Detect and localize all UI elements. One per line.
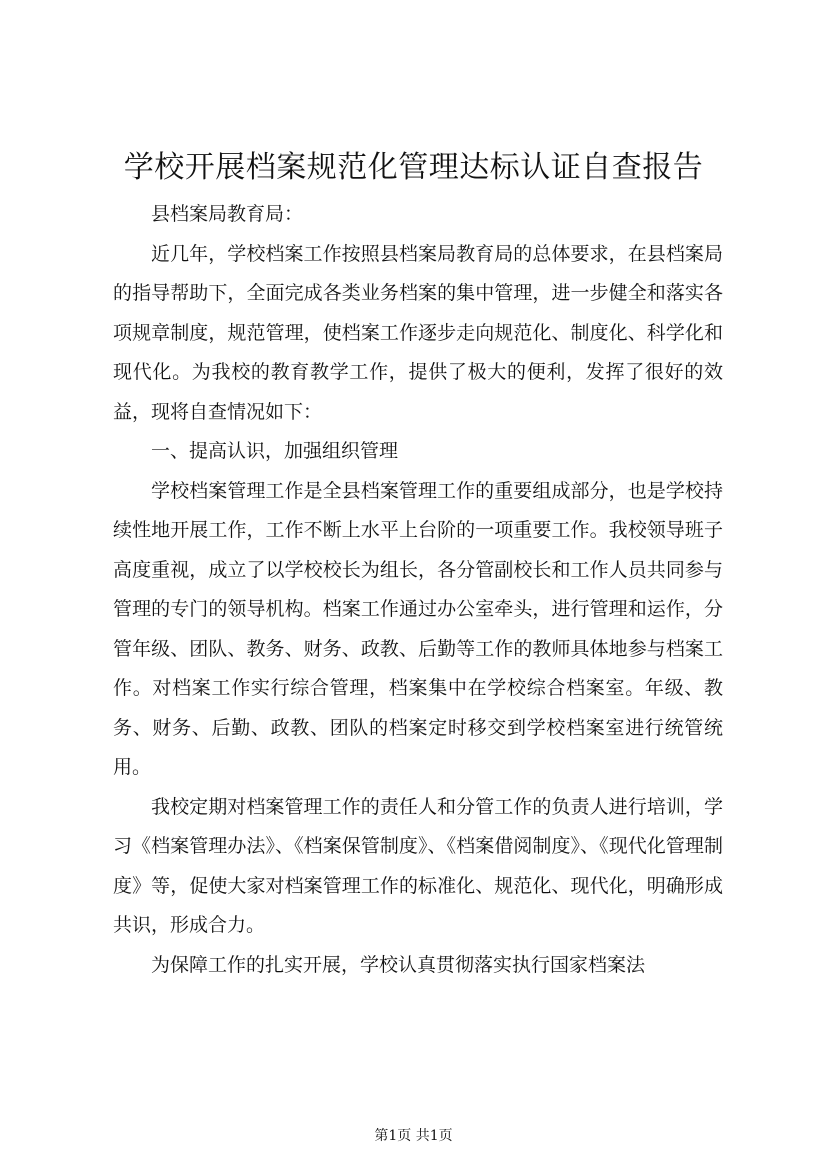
salutation: 县档案局教育局： [151, 203, 304, 225]
paragraph-organization: 学校档案管理工作是全县档案管理工作的重要组成部分，也是学校持续性地开展工作，工作不断上水平上台阶的一项重要工作。我校领导班子高度重视，成立了以学校校长为组长，各分管副校长和工作人员共同参与管理的专门的领导机构。档案工作通过办公室牵头，进行管理和运作，分管年级、团队、教务、财务、政教、后勤等工作的教师具体地参与档案工作。对档案工作实行综合管理，档案集中在学校综合档案室。年级、教务、财务、后勤、政教、团队的档案定时移交到学校档案室进行统管统用。 [113, 479, 723, 778]
section-heading-1: 一、提高认识，加强组织管理 [151, 440, 399, 462]
document-body [113, 195, 723, 985]
paragraph-training: 我校定期对档案管理工作的责任人和分管工作的负责人进行培训，学习《档案管理办法》、《档案保管制度》、《档案借阅制度》、《现代化管理制度》等，促使大家对档案管理工作的标准化、规范化、现代化，明确形成共识，形成合力。 [113, 795, 723, 936]
page-footer: 第1页 共1页 [374, 1128, 453, 1144]
document-title: 学校开展档案规范化管理达标认证自查报告 [123, 150, 704, 185]
paragraph-intro: 近几年，学校档案工作按照县档案局教育局的总体要求，在县档案局的指导帮助下，全面完成各类业务档案的集中管理，进一步健全和落实各项规章制度，规范管理，使档案工作逐步走向规范化、制度化、科学化和现代化。为我校的教育教学工作，提供了极大的便利，发挥了很好的效益，现将自查情况如下： [113, 242, 723, 423]
paragraph-implementation: 为保障工作的扎实开展，学校认真贯彻落实执行国家档案法 [151, 953, 646, 976]
